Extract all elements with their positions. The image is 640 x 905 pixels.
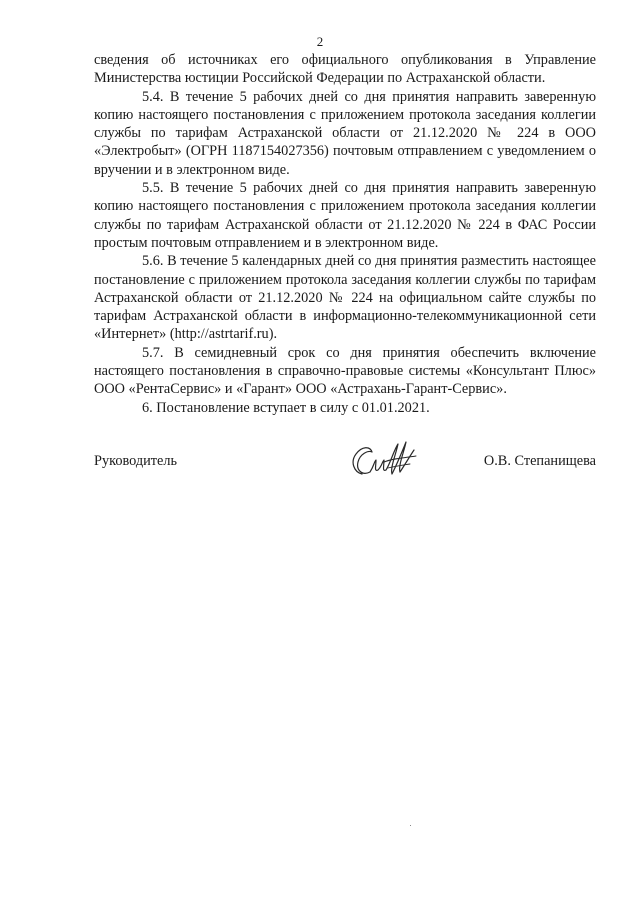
paragraph-5-5: 5.5. В течение 5 рабочих дней со дня принятия направить заверенную копию настоящего постановления с приложением протокола заседания коллегии службы по тарифам Астраханской области от 21.12.2020 № 224 в ФАС России простым почтовым отправлением и в электронном виде. [94, 180, 596, 251]
signatory-name: О.В. Степанищева [483, 453, 596, 469]
signatory-title: Руководитель [94, 453, 178, 469]
handwritten-signature [344, 436, 424, 488]
page-number: 2 [316, 34, 324, 49]
signature-block [94, 452, 596, 502]
paragraph-5-7: 5.7. В семидневный срок со дня принятия обеспечить включение настоящего постановления в справочно-правовые системы «Консультант Плюс» ООО «РентаСервис» и «Гарант» ООО «Астрахань-Гарант-Сервис». [94, 344, 596, 398]
paragraph-6: 6. Постановление вступает в силу с 01.01.2021. [142, 399, 430, 416]
scan-speck [410, 825, 411, 826]
paragraph-5-4: 5.4. В течение 5 рабочих дней со дня принятия направить заверенную копию настоящего постановления с приложением протокола заседания коллегии службы по тарифам Астраханской области от 21.12.2020 № 224 в ООО «Электробыт» (ОГРН 1187154027356) почтовым отправлением с уведомлением о вручении и в электронном виде. [94, 88, 596, 178]
paragraph-5-6: 5.6. В течение 5 календарных дней со дня принятия разместить настоящее постановление с приложением протокола заседания коллегии службы по тарифам Астраханской области от 21.12.2020 № 224 на официальном сайте службы по тарифам Астраханской области в информационно-телекоммуникационной сети «Интернет» (http://astrtarif.ru). [94, 253, 596, 343]
paragraph-continuation: сведения об источниках его официального опубликования в Управление Министерства юстиции Российской Федерации по Астраханской области. [94, 52, 596, 87]
document-body [94, 51, 596, 417]
